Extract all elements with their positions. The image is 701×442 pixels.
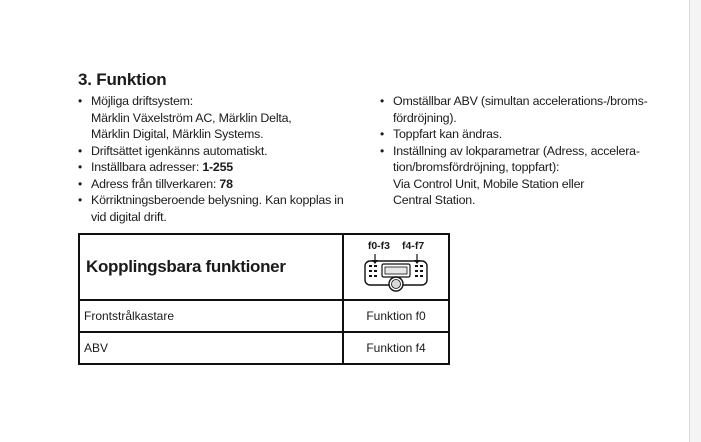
list-item: • Inställbara adresser: 1-255 [78,159,368,176]
switchable-functions-table [78,233,450,365]
list-item: • Möjliga driftsystem: Märklin Växelström AC, Märklin Delta, Märklin Digital, Märklin Systems. [78,93,368,143]
list-item: • Adress från tillverkaren: 78 [78,176,368,193]
table-header-title: Kopplingsbara funktioner [79,234,343,300]
function-group-label-f0-f3: f0-f3 [367,240,390,252]
function-key-cell: Funktion f0 [343,300,449,332]
factory-address-value: 78 [219,176,233,191]
list-item: • Inställning av lokparametrar (Adress, accelera- tion/bromsfördröjning, toppfart): Via Control Unit, Mobile Station eller Central Station. [380,143,665,209]
table-row [79,332,449,364]
function-name-cell: ABV [79,332,343,364]
right-feature-list [380,93,665,209]
list-item: • Toppfart kan ändras. [380,126,665,143]
function-group-label-f4-f7: f4-f7 [402,240,425,252]
function-key-cell: Funktion f4 [343,332,449,364]
list-item: • Körriktningsberoende belysning. Kan kopplas in vid digital drift. [78,192,368,225]
section-heading: 3. Funktion [78,70,167,89]
address-range-value: 1-255 [202,160,234,174]
list-item: • Omställbar ABV (simultan accelerations-/broms- fördröjning). [380,93,665,126]
list-item: • Driftsättet igenkänns automatiskt. [78,143,368,160]
function-name-cell: Frontstrålkastare [79,300,343,332]
table-row [79,300,449,332]
table-header-row [79,234,449,300]
control-unit-icon [364,253,428,293]
viewer-edge [689,0,701,442]
table-header-icon-cell [343,234,449,300]
left-feature-list [78,93,368,225]
